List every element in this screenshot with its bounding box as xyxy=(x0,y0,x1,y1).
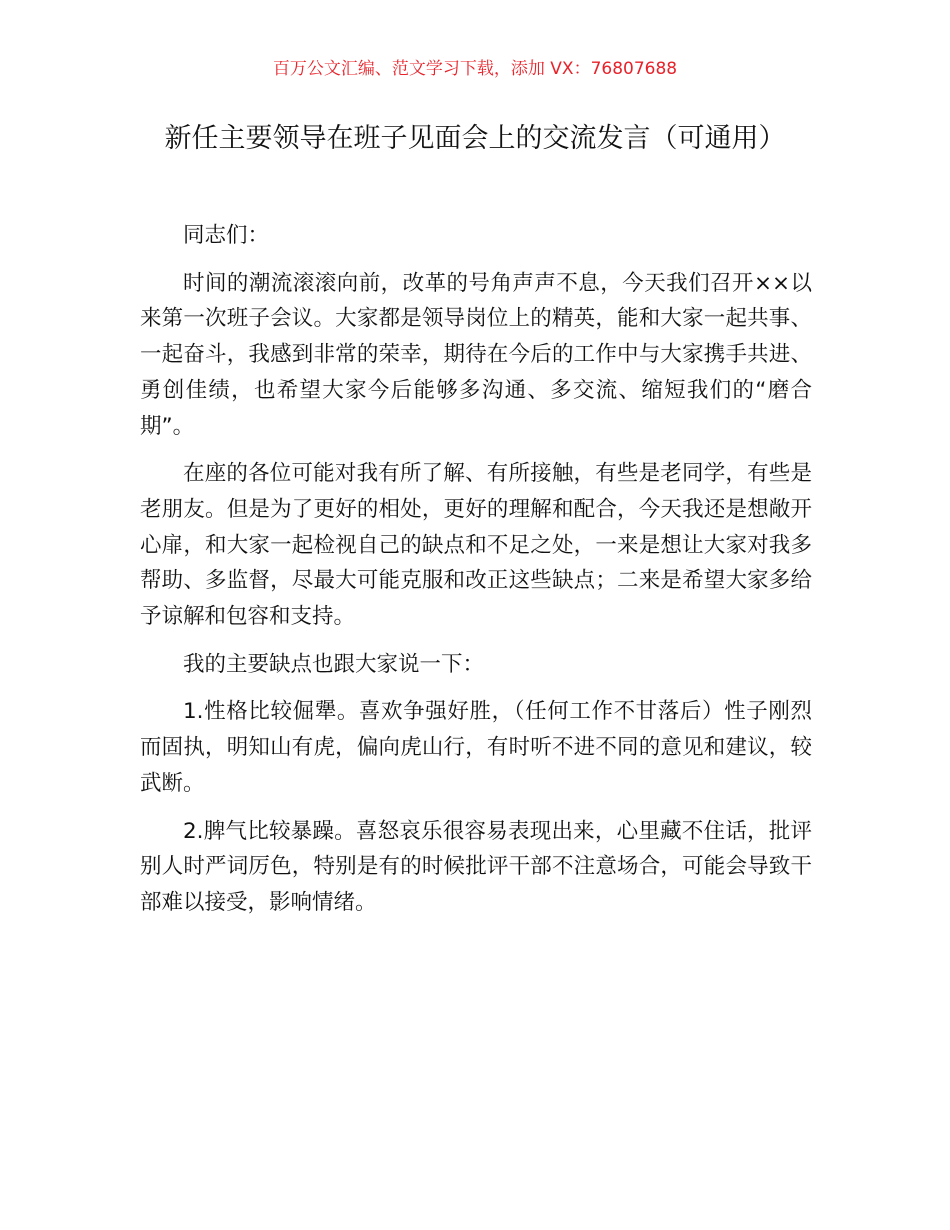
header-watermark: 百万公文汇编、范文学习下载，添加 VX：76807688 xyxy=(272,59,678,79)
list-item-paragraph: 1.性格比较倔犟。喜欢争强好胜，（任何工作不甘落后）性子刚烈而固执，明知山有虎，偏向虎山行，有时听不进不同的意见和建议，较武断。 xyxy=(140,699,812,796)
body-paragraph: 时间的潮流滚滚向前，改革的号角声声不息，今天我们召开××以来第一次班子会议。大家都是领导岗位上的精英，能和大家一起共事、一起奋斗，我感到非常的荣幸，期待在今后的工作中与大家携手共进、勇创佳绩，也希望大家今后能够多沟通、多交流、缩短我们的“磨合期”。 xyxy=(140,270,812,439)
body-paragraph: 我的主要缺点也跟大家说一下： xyxy=(183,651,485,677)
document-body xyxy=(140,218,812,933)
body-paragraph: 在座的各位可能对我有所了解、有所接触，有些是老同学，有些是老朋友。但是为了更好的相处，更好的理解和配合，今天我还是想敞开心扉，和大家一起检视自己的缺点和不足之处，一来是想让大家对我多帮助、多监督，尽最大可能克服和改正这些缺点；二来是希望大家多给予谅解和包容和支持。 xyxy=(140,461,812,630)
document-title: 新任主要领导在班子见面会上的交流发言（可通用） xyxy=(164,123,786,154)
list-item-paragraph: 2.脾气比较暴躁。喜怒哀乐很容易表现出来，心里藏不住话，批评别人时严词厉色，特别是有的时候批评干部不注意场合，可能会导致干部难以接受，影响情绪。 xyxy=(140,818,812,915)
salutation-paragraph: 同志们： xyxy=(183,223,270,248)
